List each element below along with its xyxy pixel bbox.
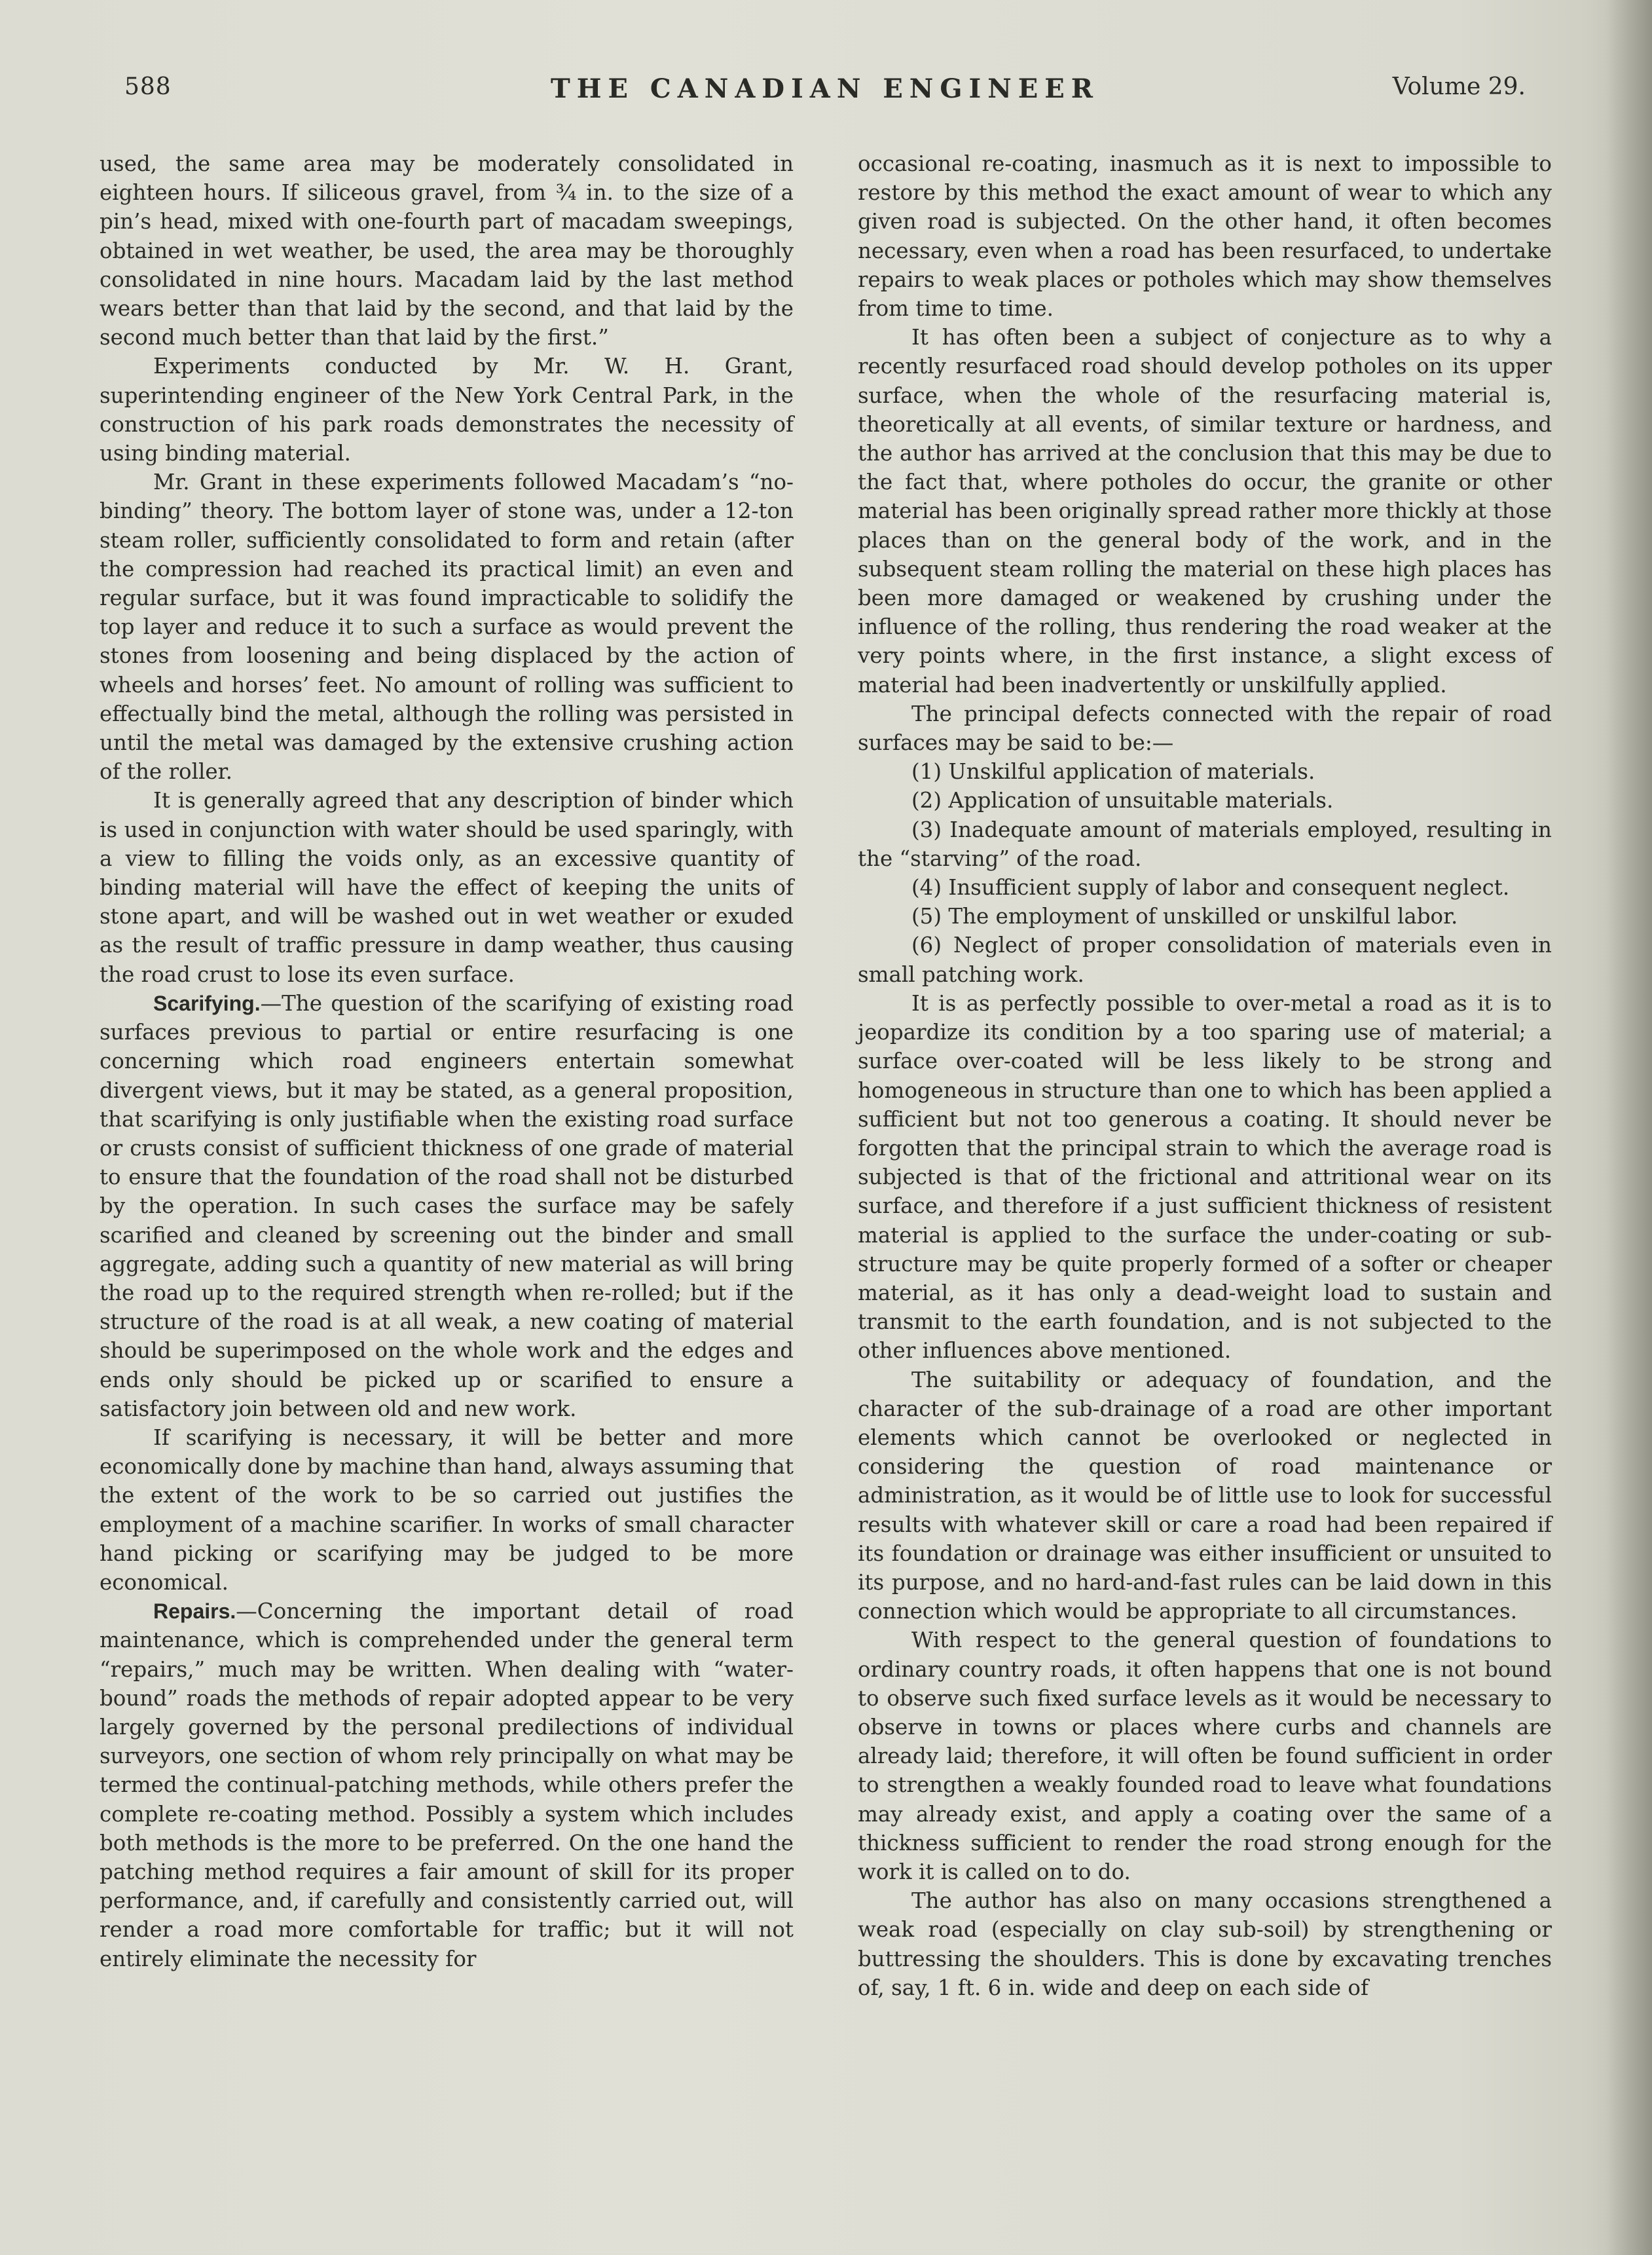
paragraph: occasional re-coating, inasmuch as it is next to impossible to restore by this method the exact amount of wear to which any given road is subjected. On the other hand, it often becomes necessary, even when a road has been resurfaced, to undertake repairs to weak places or potholes which may show themselves from time to time.: [858, 151, 1552, 322]
paragraph: It has often been a subject of conjecture as to why a recently resurfaced road should develop potholes on its upper surface, when the whole of the resurfacing material is, theoretically at all events, of similar texture or hardness, and the author has arrived at the conclusion that this may be due to the fact that, where potholes do occur, the granite or other material has been originally spread rather more thickly at those places than on the general body of the work, and in the subsequent steam rolling the material on these high places has been more damaged or weakened by crushing under the influence of the rolling, thus rendering the road weaker at the very points where, in the first instance, a slight excess of material had been inadvertently or unskilfully applied.: [858, 325, 1552, 698]
list-item: (5) The employment of unskilled or unskilful labor.: [911, 904, 1458, 929]
paragraph: The principal defects connected with the repair of road surfaces may be said to be:—: [858, 701, 1552, 756]
list-item: (4) Insufficient supply of labor and consequent neglect.: [911, 875, 1510, 901]
running-header: [124, 73, 1526, 113]
paragraph: used, the same area may be moderately consolidated in eighteen hours. If siliceous gravel, from ¾ in. to the size of a pin’s head, mixed with one-fourth part of macadam sweepings, obtained in wet weather, be used, the area may be thoroughly consolidated in nine hours. Macadam laid by the last method wears better than that laid by the second, and that laid by the second much better than that laid by the first.”: [100, 151, 794, 350]
paragraph: It is generally agreed that any description of binder which is used in conjunction with water should be used sparingly, with a view to filling the voids only, as an excessive quantity of binding material will have the effect of keeping the units of stone apart, and will be washed out in wet weather or exuded as the result of traffic pressure in damp weather, thus causing the road crust to lose its even surface.: [100, 788, 794, 987]
list-item: (6) Neglect of proper consolidation of materials even in small patching work.: [858, 933, 1552, 987]
paragraph: The suitability or adequacy of foundation, and the character of the sub-drainage of a road are other important elements which cannot be overlooked or neglected in considering the question of road maintenance or administration, as it would be of little use to look for successful results with whatever skill or care a road had been repaired if its foundation or drainage was either insufficient or unsuited to its purpose, and no hard-and-fast rules can be laid down in this connection which would be appropriate to all circumstances.: [858, 1367, 1552, 1624]
paragraph: If scarifying is necessary, it will be better and more economically done by machine than hand, always assuming that the extent of the work to be so carried out justifies the employment of a machine scarifier. In works of small character hand picking or scarifying may be judged to be more economical.: [100, 1425, 794, 1595]
paragraph: With respect to the general question of foundations to ordinary country roads, it often happens that one is not bound to observe such fixed surface levels as it would be necessary to observe in towns or places where curbs and channels are already laid; therefore, it will often be found sufficient in order to strengthen a weakly founded road to leave what foundations may already exist, and apply a coating over the same of a thickness sufficient to render the road strong enough for the work it is called on to do.: [858, 1628, 1552, 1884]
page-number: 588: [124, 73, 172, 100]
list-item: (2) Application of unsuitable materials.: [911, 788, 1334, 813]
binding-shadow: [1606, 0, 1652, 2255]
paragraph: It is as perfectly possible to over-metal a road as it is to jeopardize its condition by a too sparing use of material; a surface over-coated will be less likely to be strong and homogeneous in structure than one to which has been applied a sufficient but not too generous a coating. It should never be forgotten that the principal strain to which the average road is subjected is that of the frictional and attritional wear on its surface, and therefore if a just sufficient thickness of resistent material is applied to the surface the under-coating or sub-structure may be quite properly formed of a softer or cheaper material, as it has only a dead-weight load to sustain and transmit to the earth foundation, and is not subjected to the other influences above mentioned.: [858, 990, 1552, 1364]
paragraph: The author has also on many occasions strengthened a weak road (especially on clay sub-soil) by strengthening or buttressing the shoulders. This is done by excavating trenches of, say, 1 ft. 6 in. wide and deep on each side of: [858, 1888, 1552, 2000]
paragraph-repairs: [100, 1597, 794, 1973]
volume-label: Volume 29.: [1392, 73, 1526, 100]
paragraph: Mr. Grant in these experiments followed Macadam’s “no-binding” theory. The bottom layer of stone was, under a 12-ton steam roller, sufficiently consolidated to form and retain (after the compression had reached its practical limit) an even and regular surface, but it was found impracticable to solidify the top layer and reduce it to such a surface as would prevent the stones from loosening and being displaced by the action of wheels and horses’ feet. No amount of rolling was sufficient to effectually bind the metal, although the rolling was persisted in until the metal was damaged by the extensive crushing action of the roller.: [100, 470, 794, 785]
section-heading-repairs: Repairs.: [153, 1599, 236, 1624]
paragraph-body: —Concerning the important detail of road maintenance, which is comprehended under the general term “repairs,” much may be written. When dealing with “water-bound” roads the methods of repair adopted appear to be very largely governed by the personal predilections of individual surveyors, one section of whom rely principally on what may be termed the continual-patching methods, while others prefer the complete re-coating method. Possibly a system which includes both methods is the more to be preferred. On the one hand the patching method requires a fair amount of skill for its proper performance, and, if carefully and consistently carried out, will render a road more comfortable for traffic; but it will not entirely eliminate the necessity for: [100, 1599, 794, 1971]
paragraph-body: —The question of the scarifying of existing road surfaces previous to partial or entire resurfacing is one concerning which road engineers entertain somewhat divergent views, but it may be stated, as a general proposition, that scarifying is only justifiable when the existing road surface or crusts consist of sufficient thickness of one grade of material to ensure that the foundation of the road shall not be disturbed by the operation. In such cases the surface may be safely scarified and cleaned by screening out the binder and small aggregate, adding such a quantity of new material as will bring the road up to the required strength when re-rolled; but if the structure of the road is at all weak, a new coating of material should be superimposed on the whole work and the edges and ends only should be picked up or scarified to ensure a satisfactory join between old and new work.: [100, 990, 794, 1421]
list-item: (1) Unskilful application of materials.: [911, 759, 1315, 785]
paragraph-scarifying: [100, 989, 794, 1423]
paragraph: Experiments conducted by Mr. W. H. Grant, superintending engineer of the New York Central Park, in the construction of his park roads demonstrates the necessity of using binding material.: [100, 354, 794, 466]
list-item: (3) Inadequate amount of materials employed, resulting in the “starving” of the road.: [858, 817, 1552, 871]
right-column: [858, 149, 1552, 2002]
journal-title: THE CANADIAN ENGINEER: [550, 73, 1100, 104]
left-column: [100, 149, 794, 1973]
section-heading-scarifying: Scarifying.: [153, 991, 261, 1015]
